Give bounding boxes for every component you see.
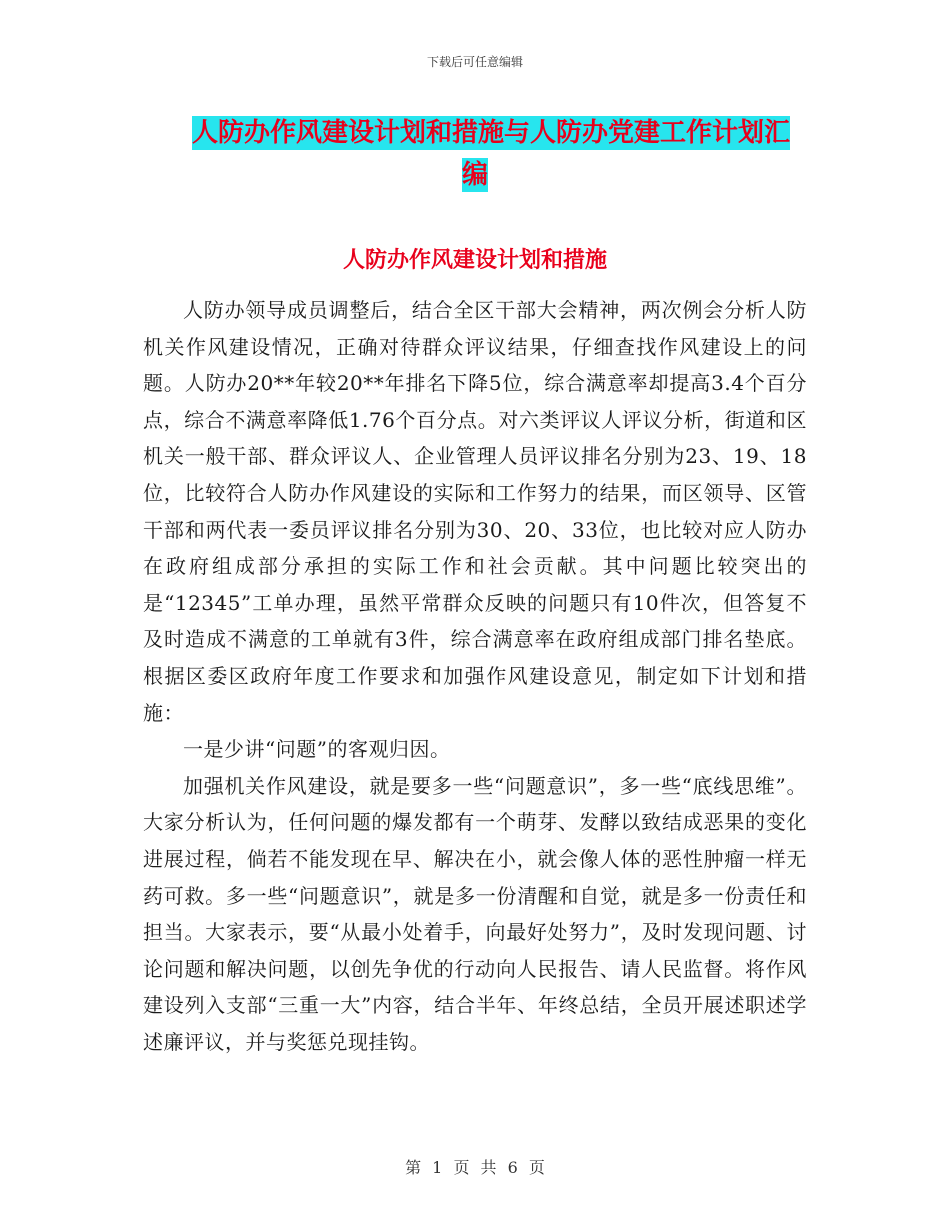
footer-mid: 页 共 [453, 1158, 497, 1177]
paragraph: 加强机关作风建设，就是要多一些“问题意识”，多一些“底线思维”。大家分析认为，任何问题的爆发都有一个萌芽、发酵以致结成恶果的变化进展过程，倘若不能发现在早、解决在小，就会像人体的恶性肿瘤一样无药可救。多一些“问题意识”，就是多一份清醒和自觉，就是多一份责任和担当。大家表示，要“从最小处着手，向最好处努力”，及时发现问题、讨论问题和解决问题，以创先争优的行动向人民报告、请人民监督。将作风建设列入支部“三重一大”内容，结合半年、年终总结，全员开展述职述学述廉评议，并与奖惩兑现挂钩。 [143, 773, 807, 1054]
title-highlight: 人防办作风建设计划和措施与人防办党建工作计划汇 [192, 118, 791, 148]
paragraph: 人防办领导成员调整后，结合全区干部大会精神，两次例会分析人防机关作风建设情况，正确对待群众评议结果，仔细查找作风建设上的问题。人防办20**年较20**年排名下降5位，综合满意率却提高3.4个百分点，综合不满意率降低1.76个百分点。对六类评议人评议分析，街道和区机关一般干部、群众评议人、企业管理人员评议排名分别为23、19、18位，比较符合人防办作风建设的实际和工作努力的结果，而区领导、区管干部和两代表一委员评议排名分别为30、20、33位，也比较对应人防办在政府组成部分承担的实际工作和社会贡献。其中问题比较突出的是“12345”工单办理，虽然平常群众反映的问题只有10件次，但答复不及时造成不满意的工单就有3件，综合满意率在政府组成部门排名垫底。根据区委区政府年度工作要求和加强作风建设意见，制定如下计划和措施： [143, 298, 807, 725]
document-title-line-2 [0, 150, 950, 200]
document-body [143, 292, 807, 1060]
footer-total-pages: 6 [507, 1158, 518, 1177]
footer-page-number: 1 [432, 1158, 443, 1177]
page-footer [0, 1155, 950, 1178]
header-note: 下载后可任意编辑 [426, 55, 523, 69]
footer-prefix: 第 [405, 1158, 422, 1177]
footer-suffix: 页 [528, 1158, 545, 1177]
title-highlight: 编 [461, 160, 488, 190]
section-title: 人防办作风建设计划和措施 [342, 247, 607, 273]
paragraph: 一是少讲“问题”的客观归因。 [183, 737, 451, 762]
